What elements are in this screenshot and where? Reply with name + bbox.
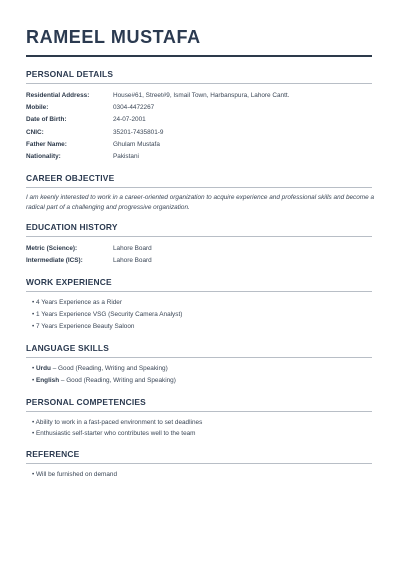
section-divider [26,187,372,188]
detail-label: Mobile: [26,103,49,111]
candidate-name: RAMEEL MUSTAFA [26,27,201,47]
detail-value: 35201-7435801-9 [113,128,164,136]
section-title: WORK EXPERIENCE [26,276,112,287]
work-experience-section [26,277,372,334]
list-item: • Ability to work in a fast-paced environment to set deadlines [32,418,203,426]
detail-row [26,127,372,139]
language-list [26,363,372,388]
section-divider [26,411,372,412]
list-item: • Enthusiastic self-starter who contributes well to the team [32,430,196,438]
list-item: • 1 Years Experience VSG (Security Camera Analyst) [32,311,183,319]
detail-label: Residential Address: [26,91,90,99]
personal-details-section [26,69,372,164]
section-divider [26,83,372,84]
section-title: LANGUAGE SKILLS [26,342,110,353]
detail-label: Nationality: [26,153,61,161]
competencies-section [26,397,372,441]
education-value: Lahore Board [113,257,152,265]
education-value: Lahore Board [113,244,152,252]
bullet: • [32,364,37,372]
list-item: • 4 Years Experience as a Rider [32,298,122,306]
list-item [32,375,372,387]
list-item: • Will be furnished on demand [32,471,118,479]
objective-text: I am keenly interested to work in a career-oriented organization to acquire experience and professional skills and become a radical part of a challenging and progressive organization. [26,193,375,211]
name-divider [26,55,372,57]
section-divider [26,236,372,237]
education-row [26,243,372,255]
detail-row [26,139,372,151]
section-title: CAREER OBJECTIVE [26,172,115,183]
section-title: PERSONAL COMPETENCIES [26,396,146,407]
detail-value: 0304-4472267 [113,103,155,111]
detail-value: House#61, Street#9, Ismail Town, Harbanspura, Lahore Cantt. [113,91,290,99]
bullet: • [32,377,37,385]
detail-label: Date of Birth: [26,116,67,124]
education-label: Intermediate (ICS): [26,257,83,265]
personal-details-list [26,90,372,164]
section-title: PERSONAL DETAILS [26,68,114,79]
language-skills-section [26,343,372,388]
detail-label: Father Name: [26,141,67,149]
language-detail: – Good (Reading, Writing and Speaking) [50,364,168,372]
education-label: Metric (Science): [26,244,78,252]
section-divider [26,357,372,358]
list-item: • 7 Years Experience Beauty Saloon [32,323,135,331]
section-divider [26,463,372,464]
competencies-list [26,417,372,441]
detail-row [26,102,372,114]
education-section [26,222,372,268]
work-experience-list [26,297,372,334]
reference-section [26,449,372,481]
detail-value: Pakistani [113,153,139,161]
education-row [26,255,372,267]
detail-value: 24-07-2001 [113,116,146,124]
list-item [32,363,372,375]
detail-label: CNIC: [26,128,44,136]
detail-value: Ghulam Mustafa [113,141,160,149]
language-name: English [36,377,60,385]
section-title: REFERENCE [26,449,80,460]
education-list [26,243,372,268]
reference-list [26,469,372,481]
language-detail: – Good (Reading, Writing and Speaking) [59,377,176,385]
section-title: EDUCATION HISTORY [26,221,118,232]
detail-row [26,90,372,102]
career-objective-section [26,172,375,213]
detail-row [26,114,372,126]
section-divider [26,291,372,292]
detail-row [26,151,372,163]
language-name: Urdu [36,364,51,372]
